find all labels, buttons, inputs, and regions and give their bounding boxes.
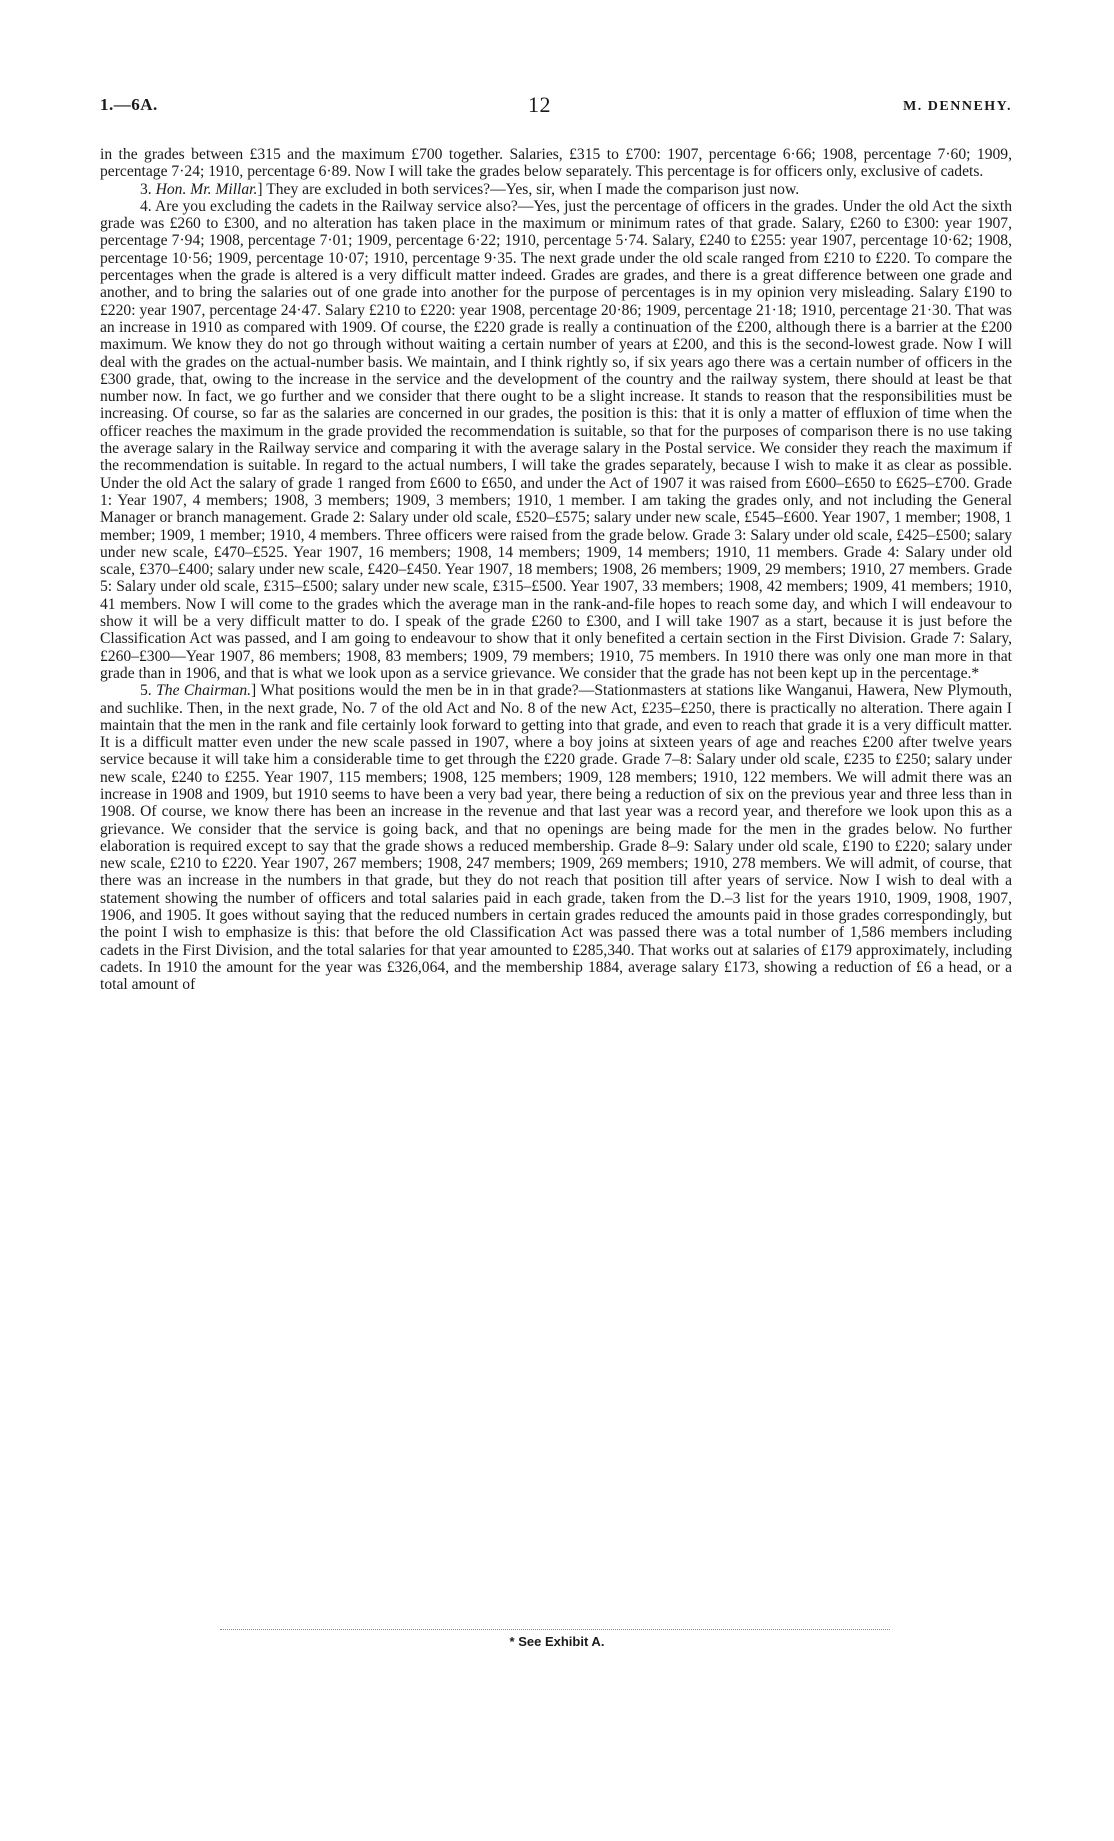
body-text — [100, 146, 1012, 994]
paragraph-text: in the grades between £315 and the maximum £700 together. Salaries, £315 to £700: 1907, percentage 6·66; 1908, percentage 7·60; 1909, percentage 7·24; 1910, percentage 6·89. Now I will take the grades below separately. This percentage is for officers only, exclusive of cadets. — [100, 146, 1012, 181]
paragraph-text: Are you excluding the cadets in the Railway service also?—Yes, just the percentage of officers in the grades. Under the old Act the sixth grade was £260 to £300, and no alteration has taken place in the maximum or minimum rates of that grade. Salary, £260 to £300: year 1907, percentage 7·94; 1908, percentage 7·01; 1909, percentage 6·22; 1910, percentage 5·74. Salary, £240 to £255: year 1907, percentage 10·62; 1908, percentage 10·56; 1909, percentage 10·07; 1910, percentage 9·35. The next grade under the old scale ranged from £210 to £220. To compare the percentages when the grade is altered is a very difficult matter indeed. Grades are grades, and there is a great difference between one grade and another, and to bring the salaries out of one grade into another for the purpose of percentages is in my opinion very misleading. Salary £190 to £220: year 1907, percentage 24·47. Salary £210 to £220: year 1908, percentage 20·86; 1909, percentage 21·18; 1910, percentage 21·30. That was an increase in 1910 as compared with 1909. Of course, the £220 grade is really a continuation of the £200, although there is a barrier at the £200 maximum. We know they do not go through without waiting a certain number of years at £200, and this is the second-lowest grade. Now I will deal with the grades on the actual-number basis. We maintain, and I think rightly so, if six years ago there was a certain number of officers in the £300 grade, that, owing to the increase in the service and the development of the country and the railway system, there should at least be that number now. In fact, we go further and we consider that there ought to be a slight increase. It stands to reason that the responsibilities must be increasing. Of course, so far as the salaries are concerned in our grades, the position is this: that it is only a matter of effluxion of time when the officer reaches the maximum in the grade provided the recommendation is suitable, so that for the purposes of comparison there is no use taking the average salary in the Railway service and comparing it with the average salary in the Postal service. We consider they reach the maximum if the recommendation is suitable. In regard to the actual numbers, I will take the grades separately, because I wish to make it as clear as possible. Under the old Act the salary of grade 1 ranged from £600 to £650, and under the Act of 1907 it was raised from £600–£650 to £625–£700. Grade 1: Year 1907, 4 members; 1908, 3 members; 1909, 3 members; 1910, 1 member. I am taking the grades only, and not including the General Manager or branch management. Grade 2: Salary under old scale, £520–£575; salary under new scale, £545–£600. Year 1907, 1 member; 1908, 1 member; 1909, 1 member; 1910, 4 members. Three officers were raised from the grade below. Grade 3: Salary under old scale, £425–£500; salary under new scale, £470–£525. Year 1907, 16 members; 1908, 14 members; 1909, 14 members; 1910, 11 members. Grade 4: Salary under old scale, £370–£400; salary under new scale, £420–£450. Year 1907, 18 members; 1908, 26 members; 1909, 29 members; 1910, 27 members. Grade 5: Salary under old scale, £315–£500; salary under new scale, £315–£500. Year 1907, 33 members; 1908, 42 members; 1909, 41 members; 1910, 41 members. Now I will come to the grades which the average man in the rank-and-file hopes to reach some day, and which I will endeavour to show it will be a very difficult matter to do. I speak of the grade £260 to £300, and I will take 1907 as a start, because it is just before the Classification Act was passed, and I am going to endeavour to show that it only benefited a certain section in the First Division. Grade 7: Salary, £260–£300—Year 1907, 86 members; 1908, 83 members; 1909, 79 members; 1910, 75 members. In 1910 there was only one man more in that grade than in 1906, and that is what we look upon as a service grievance. We consider that the grade has not been kept up in the percentage.* — [100, 197, 1012, 682]
speaker-name: The Chairman. — [156, 682, 252, 700]
paragraph-3 — [100, 181, 1012, 198]
paragraph-5 — [100, 682, 1012, 993]
page-number: 12 — [528, 92, 551, 117]
paragraph-number: 5. — [140, 682, 152, 700]
witness-name: M. DENNEHY. — [903, 99, 1012, 114]
paragraph-number: 3. — [140, 180, 152, 198]
paragraph-number: 4. — [140, 197, 152, 215]
speaker-name: Hon. Mr. Millar. — [155, 180, 258, 198]
document-code: 1.—6A. — [100, 95, 158, 114]
footnote-divider — [220, 1629, 890, 1630]
paragraph-4 — [100, 198, 1012, 682]
paragraph-text: ] What positions would the men be in in that grade?—Stationmasters at stations like Wanganui, Hawera, New Plymouth, and suchlike. Then, in the next grade, No. 7 of the old Act and No. 8 of the new Act, £235–£250, there is practically no alteration. There again I maintain that the men in the rank and file certainly look forward to getting into that grade, and even to reach that grade it is a very difficult matter. It is a difficult matter even under the new scale passed in 1907, where a boy joins at sixteen years of age and reaches £200 after twelve years service because it will take him a considerable time to get through the £220 grade. Grade 7–8: Salary under old scale, £235 to £250; salary under new scale, £240 to £255. Year 1907, 115 members; 1908, 125 members; 1909, 128 members; 1910, 122 members. We will admit there was an increase in 1908 and 1909, but 1910 seems to have been a very bad year, there being a reduction of six on the previous year and three less than in 1908. Of course, we know there has been an increase in the revenue and that last year was a record year, and therefore we look upon this as a grievance. We consider that the service is going back, and that no openings are being made for the men in the grades below. No further elaboration is required except to say that the grade shows a reduced membership. Grade 8–9: Salary under old scale, £190 to £220; salary under new scale, £210 to £220. Year 1907, 267 members; 1908, 247 members; 1909, 269 members; 1910, 278 members. We will admit, of course, that there was an increase in the numbers in that grade, but they do not reach that position till after years of service. Now I wish to deal with a statement showing the number of officers and total salaries paid in each grade, taken from the D.–3 list for the years 1910, 1909, 1908, 1907, 1906, and 1905. It goes without saying that the reduced numbers in certain grades reduced the amounts paid in those grades correspondingly, but the point I wish to emphasize is this: that before the old Classification Act was passed there was a total number of 1,586 members including cadets in the First Division, and the total salaries for that year amounted to £285,340. That works out at salaries of £179 approximately, including cadets. In 1910 the amount for the year was £326,064, and the membership 1884, average salary £173, showing a reduction of £6 a head, or a total amount of — [100, 682, 1012, 994]
footnote: * See Exhibit A. — [509, 1634, 605, 1649]
paragraph-text: ] They are excluded in both services?—Yes, sir, when I made the comparison just now. — [257, 180, 800, 198]
paragraph-continuation — [100, 146, 1012, 181]
